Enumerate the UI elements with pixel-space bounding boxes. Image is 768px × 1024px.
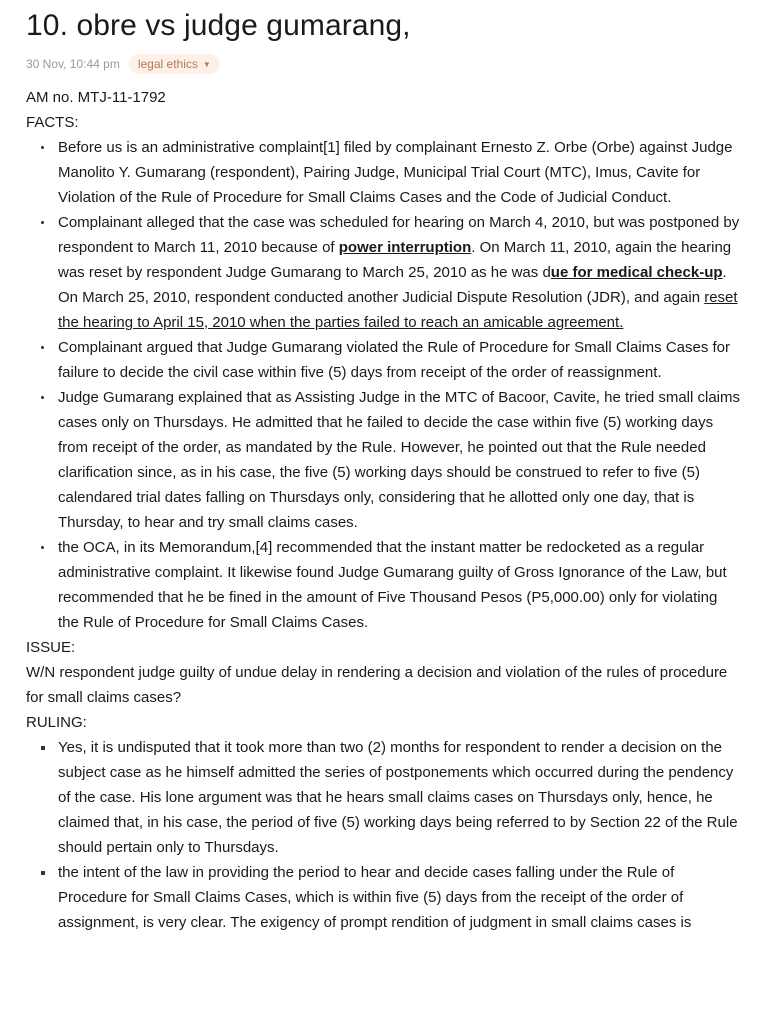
underlined-text: ue for medical check-up — [550, 264, 723, 281]
category-tag[interactable] — [129, 54, 220, 74]
list-item — [26, 335, 742, 385]
list-item — [26, 385, 742, 535]
facts-item-text: Before us is an administrative complaint[1] filed by complainant Ernesto Z. Orbe (Orbe) against Judge Manolito Y. Gumarang (respondent), Pairing Judge, Municipal Trial Court (MTC), Imus, Cavite for Violation of the Rule of Procedure for Small Claims Cases and the Code of Judicial Conduct. — [58, 139, 733, 206]
underlined-text: reset the hearing to April 15, 2010 when the parties failed to reach an amicable agreement. — [58, 289, 738, 331]
note-title: 10. obre vs judge gumarang, — [26, 9, 411, 42]
list-item — [26, 860, 742, 935]
timestamp: 30 Nov, 10:44 pm — [26, 57, 120, 71]
issue-heading: ISSUE: — [26, 639, 76, 656]
ruling-item-text: Yes, it is undisputed that it took more than two (2) months for respondent to render a decision on the subject case as he himself admitted the series of postponements which occurred during the pendency of the case. His lone argument was that he hears small claims cases on Thursdays only, hence, he claimed that, in his case, the period of five (5) working days being referred to by Section 22 of the Rule should pertain only to Thursdays. — [58, 739, 738, 856]
list-item — [26, 210, 742, 335]
list-item — [26, 735, 742, 860]
text-run: . On March 11, 2010, again the hearing was reset by respondent Judge Gumarang to March 25, 2010 as he was d — [58, 239, 732, 281]
facts-list — [26, 135, 742, 635]
issue-text: W/N respondent judge guilty of undue delay in rendering a decision and violation of the rules of procedure for small claims cases? — [26, 664, 728, 706]
text-run: Complainant alleged that the case was scheduled for hearing on March 4, 2010, but was postponed by respondent to March 11, 2010 because of — [58, 214, 740, 256]
chevron-down-icon: ▼ — [202, 59, 211, 69]
facts-item-text — [58, 214, 739, 331]
facts-item-text: the OCA, in its Memorandum,[4] recommended that the instant matter be redocketed as a regular administrative complaint. It likewise found Judge Gumarang guilty of Gross Ignorance of the Law, but recommended that he be fined in the amount of Five Thousand Pesos (P5,000.00) only for violating the Rule of Procedure for Small Claims Cases. — [58, 539, 727, 631]
underlined-text: power interruption — [338, 239, 472, 256]
facts-heading: FACTS: — [26, 114, 79, 131]
category-tag-label: legal ethics — [137, 57, 198, 71]
note-body — [26, 85, 742, 935]
ruling-item-text: the intent of the law in providing the period to hear and decide cases falling under the Rule of Procedure for Small Claims Cases, which is within five (5) days from the receipt of the order of assignment, is very clear. The exigency of prompt rendition of judgment in small claims cases is — [58, 864, 692, 931]
text-run: . On March 25, 2010, respondent conducted another Judicial Dispute Resolution (JDR), and again — [58, 264, 727, 306]
list-item — [26, 535, 742, 635]
facts-item-text: Judge Gumarang explained that as Assisting Judge in the MTC of Bacoor, Cavite, he tried small claims cases only on Thursdays. He admitted that he failed to decide the case within five (5) working days from receipt of the order, as mandated by the Rule. However, he pointed out that the Rule needed clarification since, as in his case, the five (5) working days should be construed to refer to five (5) calendared trial dates falling on Thursdays only, considering that he allotted only one day, that is Thursday, to hear and try small claims cases. — [58, 389, 741, 531]
ruling-list — [26, 735, 742, 935]
case-number: AM no. MTJ-11-1792 — [26, 89, 166, 106]
ruling-heading: RULING: — [26, 714, 87, 731]
facts-item-text: Complainant argued that Judge Gumarang violated the Rule of Procedure for Small Claims Cases for failure to decide the civil case within five (5) days from receipt of the order of reassignment. — [58, 339, 731, 381]
list-item — [26, 135, 742, 210]
note-meta — [26, 52, 742, 76]
